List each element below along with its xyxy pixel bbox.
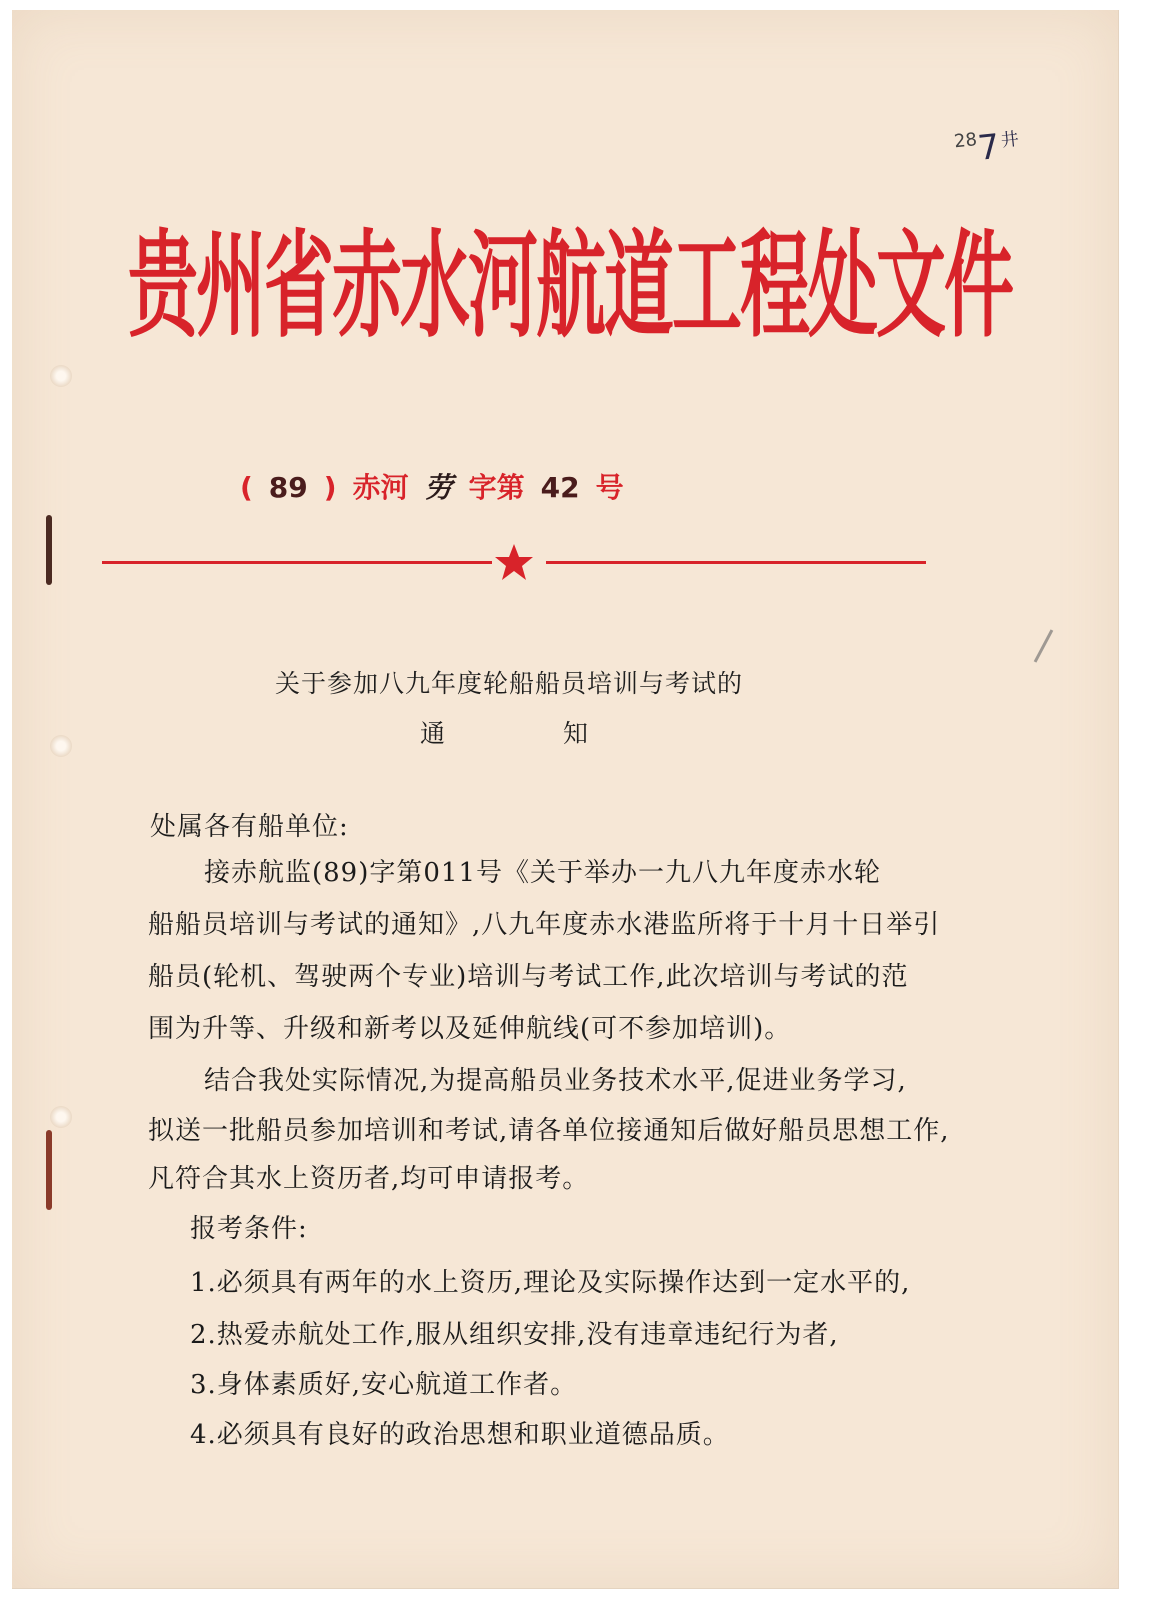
handwritten-page-number: [953, 125, 1021, 172]
punch-hole: [50, 1106, 72, 1128]
condition-item: 3.身体素质好,安心航道工作者。: [190, 1370, 578, 1400]
doc-number-char: 字第: [468, 471, 525, 504]
header-rule-left: [102, 561, 492, 564]
page-number-main: 7: [975, 126, 1002, 169]
letterhead-title: 贵州省赤水河航道工程处文件: [128, 218, 1012, 354]
binding-mark: [46, 1130, 52, 1210]
document-number: [240, 466, 840, 506]
conditions-heading: 报考条件:: [190, 1214, 308, 1244]
punch-hole: [50, 365, 72, 387]
condition-item: 2.热爱赤航处工作,服从组织安排,没有违章违纪行为者,: [190, 1320, 839, 1350]
notice-subtitle-char-1: 通: [420, 719, 446, 748]
notice-subtitle: [420, 714, 588, 750]
body-line: 结合我处实际情况,为提高船员业务技术水平,促进业务学习,: [204, 1066, 907, 1096]
binding-mark: [46, 515, 52, 585]
body-line: 船船员培训与考试的通知》,八九年度赤水港监所将于十月十日举引: [148, 910, 941, 940]
red-star-icon: [494, 542, 534, 582]
doc-number-close: ): [323, 471, 337, 504]
body-line: 拟送一批船员参加培训和考试,请各单位接通知后做好船员思想工作,: [148, 1116, 950, 1146]
doc-number-prefix: 赤河: [352, 471, 409, 504]
body-line: 船员(轮机、驾驶两个专业)培训与考试工作,此次培训与考试的范: [148, 962, 909, 992]
punch-hole: [50, 735, 72, 757]
page-number-small: 28: [953, 129, 979, 153]
body-addressee: 处属各有船单位:: [150, 812, 349, 842]
header-rule-right: [546, 561, 926, 564]
doc-number-num: 42: [540, 471, 580, 504]
doc-number-suffix: 号: [595, 471, 624, 504]
condition-item: 1.必须具有两年的水上资历,理论及实际操作达到一定水平的,: [190, 1268, 911, 1298]
condition-item: 4.必须具有良好的政治思想和职业道德品质。: [190, 1420, 730, 1450]
page-number-mark: 井: [999, 128, 1020, 152]
doc-number-dept: 劳: [424, 471, 453, 504]
body-line: 接赤航监(89)字第011号《关于举办一九八九年度赤水轮: [204, 858, 881, 888]
doc-number-year: 89: [268, 471, 308, 504]
notice-title: 关于参加八九年度轮船船员培训与考试的: [275, 669, 744, 698]
body-line: 围为升等、升级和新考以及延伸航线(可不参加培训)。: [148, 1014, 792, 1044]
doc-number-open: (: [240, 471, 253, 504]
notice-subtitle-char-2: 知: [563, 719, 589, 748]
body-line: 凡符合其水上资历者,均可申请报考。: [148, 1164, 590, 1194]
